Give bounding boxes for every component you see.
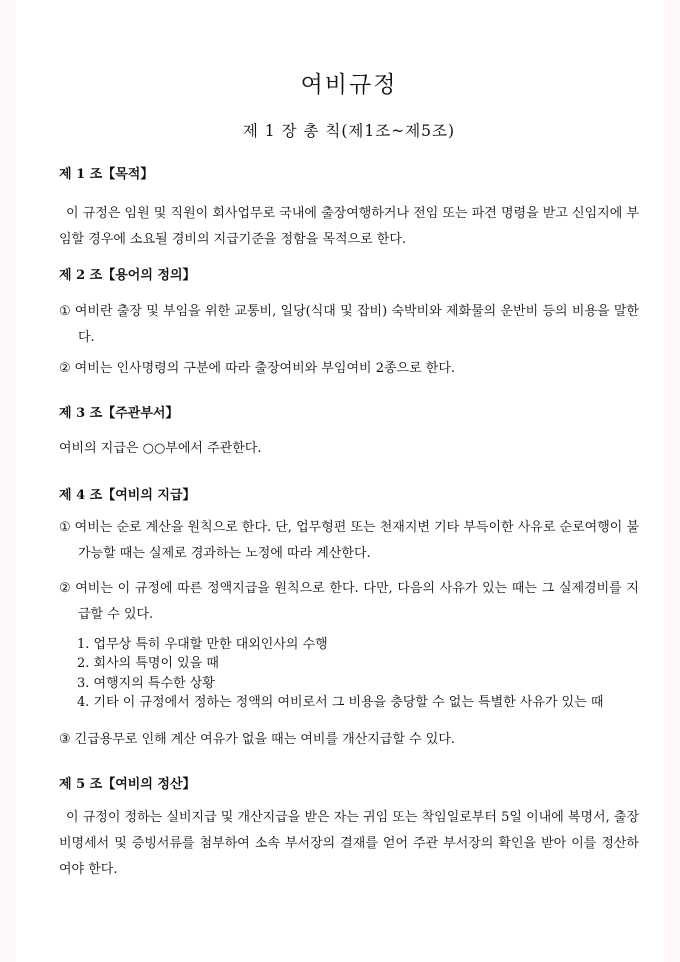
article-5-text: 이 규정이 정하는 실비지급 및 개산지급을 받은 자는 귀임 또는 착임일로부터 5일 이내에 복명서, 출장비명세서 및 증빙서류를 첨부하여 소속 부서장의 결재를 얻어 주관 부서장의 확인을 받아 이를 정산하여야 한다.: [59, 810, 639, 877]
article-1-text: 이 규정은 임원 및 직원이 회사업무로 국내에 출장여행하거나 전임 또는 파견 명령을 받고 신임지에 부임할 경우에 소요될 경비의 지급기준을 정함을 목적으로 한다.: [59, 206, 639, 247]
article-4-item-1: [59, 515, 639, 567]
document-title: 여비규정: [300, 72, 398, 98]
article-3-text: 여비의 지급은 ○○부에서 주관한다.: [59, 441, 262, 456]
document-page: [16, 0, 664, 962]
article-2-heading: 제 2 조【용어의 정의】: [59, 268, 196, 283]
item-text: 여비는 인사명령의 구분에 따라 출장여비와 부임여비 2종으로 한다.: [74, 361, 456, 376]
article-2-item-2: [59, 356, 639, 382]
item-marker: ②: [59, 361, 71, 376]
article-5-heading: 제 5 조【여비의 정산】: [59, 777, 196, 792]
chapter-title: 제 1 장 총 칙(제1조~제5조): [242, 122, 456, 140]
article-4-sub-item: 2. 회사의 특명이 있을 때: [77, 656, 219, 671]
item-text: 여비란 출장 및 부임을 위한 교통비, 일당(식대 및 잡비) 숙박비와 제화물의 운반비 등의 비용을 말한다.: [74, 304, 639, 345]
item-marker: ②: [59, 581, 72, 596]
item-text: 여비는 이 규정에 따른 정액지급을 원칙으로 한다. 다만, 다음의 사유가 있는 때는 그 실제경비를 지급할 수 있다.: [75, 581, 639, 622]
article-1-heading: 제 1 조【목적】: [59, 167, 154, 182]
item-text: 긴급용무로 인해 계산 여유가 없을 때는 여비를 개산지급할 수 있다.: [74, 732, 456, 747]
article-2-item-1: [59, 299, 639, 351]
article-4-heading: 제 4 조【여비의 지급】: [59, 488, 196, 503]
article-4-sub-item: 1. 업무상 특히 우대할 만한 대외인사의 수행: [77, 637, 328, 652]
item-marker: ①: [59, 520, 71, 535]
item-text: 여비는 순로 계산을 원칙으로 한다. 단, 업무형편 또는 천재지변 기타 부득이한 사유로 순로여행이 불가능할 때는 실제로 경과하는 노정에 따라 계산한다.: [74, 520, 640, 561]
article-3-heading: 제 3 조【주관부서】: [59, 406, 179, 421]
article-4-sub-item: 4. 기타 이 규정에서 정하는 정액의 여비로서 그 비용을 충당할 수 없는 특별한 사유가 있는 때: [77, 695, 604, 710]
item-marker: ③: [59, 732, 71, 747]
article-4-sub-item: 3. 여행지의 특수한 상황: [77, 676, 215, 691]
item-marker: ①: [59, 304, 71, 319]
article-4-item-2: [59, 576, 639, 628]
article-4-item-3: [59, 727, 639, 753]
